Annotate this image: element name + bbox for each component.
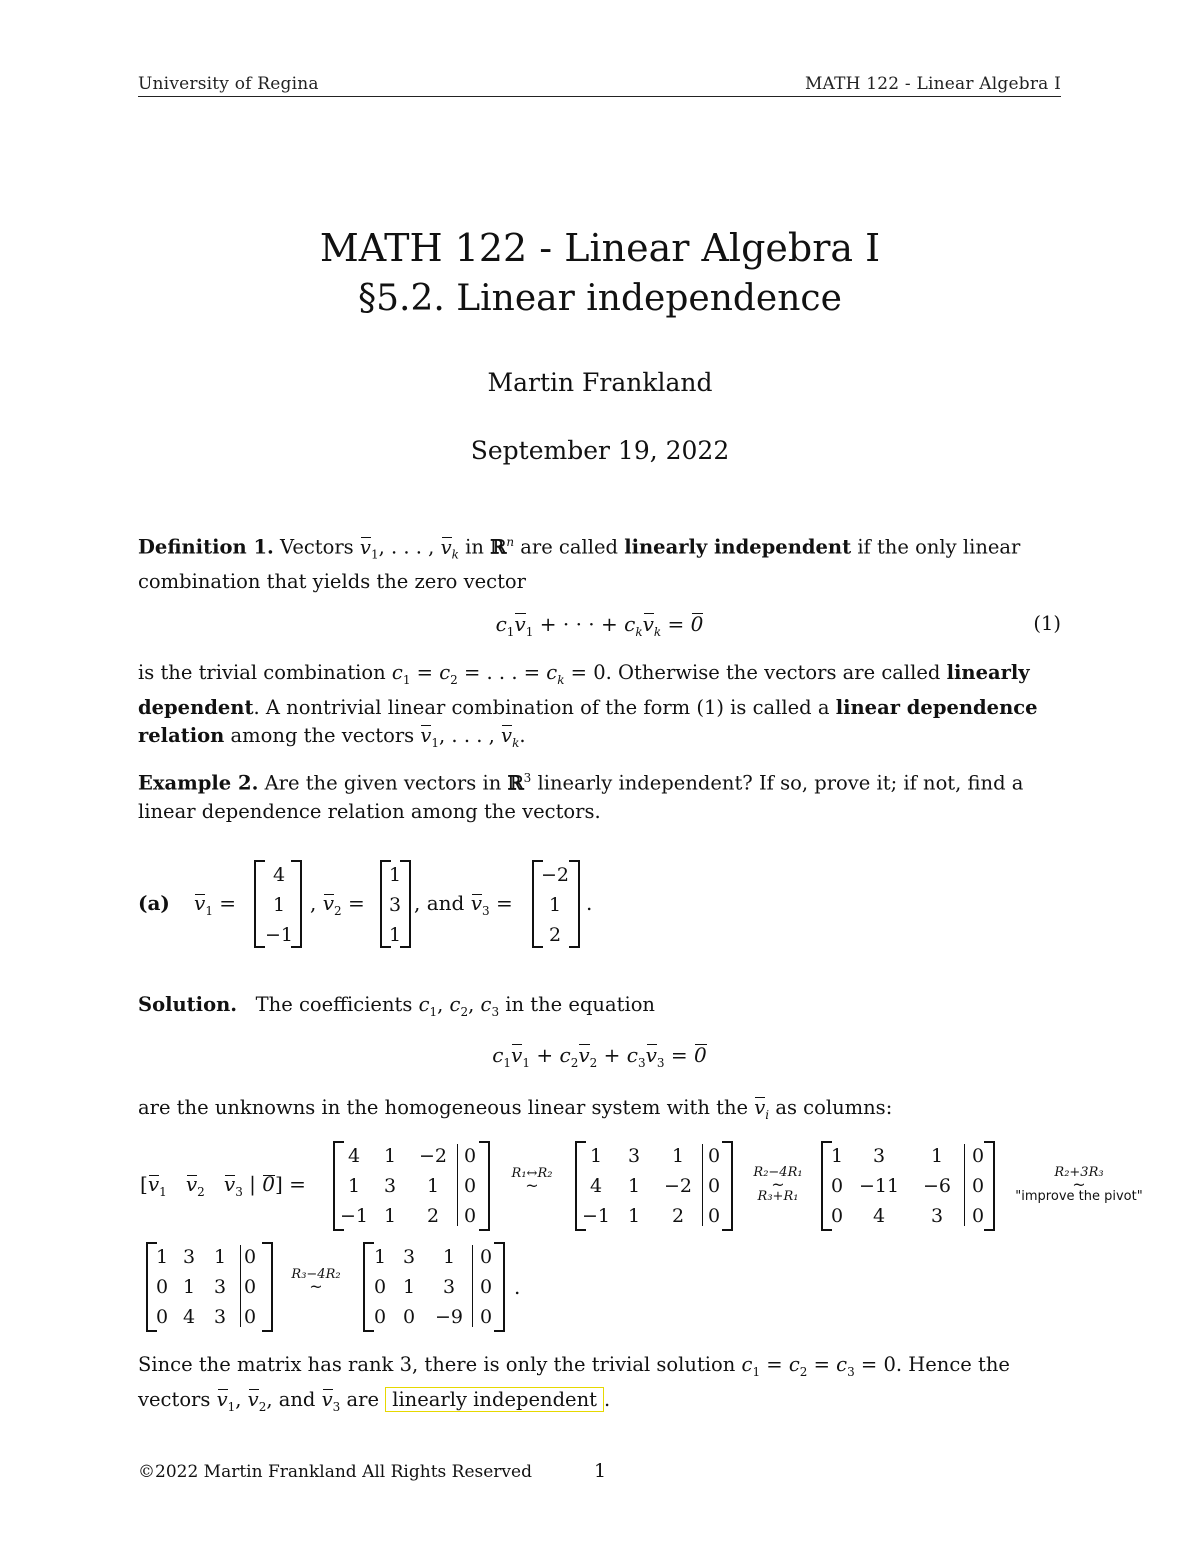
definition-label: Definition 1.: [138, 535, 274, 559]
cell: −2: [540, 864, 569, 886]
bracket-right: [494, 1242, 505, 1332]
matrix-3: [826, 1141, 992, 1231]
cell: 0: [479, 1306, 493, 1328]
cell: 4: [272, 864, 286, 886]
text: , and: [266, 1387, 316, 1411]
document-title: MATH 122 - Linear Algebra I: [319, 226, 881, 270]
cell: −11: [858, 1175, 900, 1197]
cell: −9: [434, 1306, 463, 1328]
cell: 3: [383, 1175, 397, 1197]
cell: 0: [707, 1175, 721, 1197]
cell: 0: [479, 1246, 493, 1268]
text: if the only linear combination that yields the zero vector: [138, 535, 1021, 594]
definition-continuation: is the trivial combination $c_1 = c_2$ = . . . = $c_k = 0$. Otherwise the vectors are called linearly dependent. A nontrivial linear combination of the form (1) is called a linear dependence relation among the vectors $v_1$, . . . , $v_k$.: [138, 661, 1038, 750]
cell: 0: [373, 1276, 387, 1298]
solution-equation: $c_1v_1 + c_2v_2 + c_3v_3 = 0$: [492, 1043, 707, 1070]
solution-label: Solution.: [138, 993, 238, 1016]
text: R₃+R₁: [757, 1189, 799, 1204]
cell: 4: [347, 1145, 361, 1167]
cell: 0: [402, 1306, 416, 1328]
cell: 3: [402, 1246, 416, 1268]
cell: 3: [182, 1246, 196, 1268]
cell: 0: [463, 1145, 477, 1167]
cell: 1: [388, 864, 402, 886]
matrix-1: [338, 1141, 484, 1231]
cell: −1: [581, 1205, 610, 1227]
bracket-right: [262, 1242, 273, 1332]
text: vectors: [138, 1387, 211, 1411]
date: September 19, 2022: [470, 436, 730, 465]
augment-bar: [964, 1144, 965, 1226]
cell: 0: [463, 1205, 477, 1227]
v2-label: , $v_2$ =: [310, 891, 365, 918]
augmented-label: [$v_1$ $v_2$ $v_3$ | 0] =: [140, 1172, 306, 1199]
cell: 1: [402, 1276, 416, 1298]
text: R₂−4R₁: [753, 1165, 803, 1180]
text: , and: [414, 891, 465, 915]
example-paragraph: Example 2. Are the given vectors in ℝ$^3$ linearly independent? If so, prove it; if not, find a linear dependence relation among the vectors.: [138, 771, 1024, 823]
cell: 3: [213, 1276, 227, 1298]
cell: 0: [971, 1145, 985, 1167]
cell: 1: [383, 1145, 397, 1167]
bracket-right: [400, 860, 411, 948]
cell: 2: [426, 1205, 440, 1227]
author: Martin Frankland: [487, 368, 713, 397]
example-label: Example 2.: [138, 771, 259, 795]
cell: 0: [155, 1276, 169, 1298]
period: .: [586, 891, 593, 915]
cell: 1: [213, 1246, 227, 1268]
part-label: [138, 891, 170, 915]
text: are the unknowns in the homogeneous linear system with the: [138, 1096, 749, 1119]
cell: −2: [418, 1145, 447, 1167]
text: R₁↔R₂: [511, 1166, 553, 1181]
text: The coefficients: [255, 993, 413, 1016]
row-op-eliminate: R₂−4R₁ ~ R₃+R₁: [753, 1165, 803, 1204]
cell: 0: [463, 1175, 477, 1197]
text: is the trivial combination: [138, 661, 386, 684]
equation-number: (1): [1033, 612, 1061, 635]
footer-copyright: ©2022 Martin Frankland All Rights Reserved: [138, 1462, 532, 1482]
solution-system-text: are the unknowns in the homogeneous linear system with the $v_i$ as columns:: [138, 1096, 893, 1122]
matrix-4: [150, 1242, 264, 1332]
cell: 1: [272, 894, 286, 916]
cell: 3: [388, 894, 402, 916]
text: linearly independent? If so, prove it; if not, find a linear dependence relation among the vectors.: [138, 771, 1024, 823]
cell: 1: [182, 1276, 196, 1298]
row-op-improve-pivot: R₂+3R₃ ~ "improve the pivot": [1015, 1165, 1143, 1204]
cell: 1: [383, 1205, 397, 1227]
cell: −6: [922, 1175, 951, 1197]
vector-v3: [538, 860, 572, 950]
cell: 1: [930, 1145, 944, 1167]
text: are called: [520, 535, 618, 559]
period: .: [514, 1275, 521, 1299]
augment-bar: [240, 1245, 241, 1327]
row-op-swap: R₁↔R₂ ~: [511, 1166, 553, 1195]
header-rule: [138, 96, 1061, 97]
cell: 0: [707, 1205, 721, 1227]
text: .: [604, 1387, 611, 1411]
text: R₃−4R₂: [291, 1267, 341, 1282]
cell: 3: [872, 1145, 886, 1167]
bracket-right: [479, 1141, 490, 1231]
text: "improve the pivot": [1015, 1189, 1143, 1204]
solution-paragraph: Solution. The coefficients $c_1$, $c_2$, $c_3$ in the equation: [138, 993, 655, 1019]
cell: −1: [264, 924, 293, 946]
cell: 1: [627, 1205, 641, 1227]
term-linear-dependence-relation: linear dependence relation: [138, 695, 1038, 747]
term-linearly-independent: linearly independent: [624, 535, 852, 559]
text: as columns:: [775, 1096, 893, 1119]
header-right: MATH 122 - Linear Algebra I: [804, 74, 1061, 94]
cell: 1: [426, 1175, 440, 1197]
term-linearly-dependent: linearly dependent: [138, 661, 1030, 719]
cell: 3: [213, 1306, 227, 1328]
text: in the equation: [505, 993, 655, 1016]
bracket-right: [984, 1141, 995, 1231]
text: (a): [138, 891, 170, 915]
bracket-right: [722, 1141, 733, 1231]
cell: 1: [589, 1145, 603, 1167]
text: Are the given vectors in: [264, 771, 502, 795]
cell: 3: [930, 1205, 944, 1227]
text: in: [465, 535, 484, 559]
cell: 0: [830, 1175, 844, 1197]
cell: −2: [663, 1175, 692, 1197]
text: Since the matrix has rank 3, there is only the trivial solution: [138, 1353, 736, 1376]
conclusion-paragraph: Since the matrix has rank 3, there is only the trivial solution $c_1 = c_2 = c_3 = 0$. Hence the vectors $v_1$, $v_2$, and $v_3$ are linearly independent .: [138, 1353, 1010, 1414]
cell: 2: [548, 924, 562, 946]
answer-box: linearly independent: [385, 1387, 604, 1412]
text: among the vectors: [230, 723, 415, 747]
page-number: 1: [594, 1460, 607, 1482]
cell: 1: [442, 1246, 456, 1268]
cell: 1: [347, 1175, 361, 1197]
cell: 3: [442, 1276, 456, 1298]
cell: 1: [373, 1246, 387, 1268]
cell: 1: [155, 1246, 169, 1268]
cell: 1: [388, 924, 402, 946]
text: . A nontrivial linear combination of the form (1) is called a: [253, 695, 830, 719]
cell: 1: [627, 1175, 641, 1197]
cell: 0: [155, 1306, 169, 1328]
text: are: [346, 1387, 379, 1411]
cell: 0: [971, 1205, 985, 1227]
cell: 4: [182, 1306, 196, 1328]
text: . Otherwise the vectors are called: [605, 661, 941, 684]
text: Vectors: [280, 535, 354, 559]
row-op-eliminate-2: R₃−4R₂ ~: [291, 1267, 341, 1296]
cell: 1: [830, 1145, 844, 1167]
text: R₂+3R₃: [1054, 1165, 1104, 1180]
cell: 0: [243, 1246, 257, 1268]
cell: −1: [339, 1205, 368, 1227]
cell: 4: [589, 1175, 603, 1197]
bracket-right: [291, 860, 302, 948]
equation-1: $c_1v_1$ + · · · + $c_kv_k = 0$: [495, 612, 704, 639]
cell: 0: [971, 1175, 985, 1197]
cell: 0: [243, 1306, 257, 1328]
matrix-2: [580, 1141, 728, 1231]
cell: 3: [627, 1145, 641, 1167]
cell: 0: [373, 1306, 387, 1328]
cell: 0: [707, 1145, 721, 1167]
cell: 1: [548, 894, 562, 916]
augment-bar: [472, 1245, 473, 1327]
text: . Hence the: [895, 1353, 1010, 1376]
cell: 2: [671, 1205, 685, 1227]
definition-paragraph: Definition 1. Vectors $v_1$, . . . , $v_k$ in ℝ$^n$ are called linearly independent if the only linear combination that yields the zero vector: [138, 535, 1021, 594]
cell: 1: [671, 1145, 685, 1167]
section-title: §5.2. Linear independence: [358, 278, 842, 319]
cell: 0: [830, 1205, 844, 1227]
cell: 4: [872, 1205, 886, 1227]
matrix-5: [368, 1242, 500, 1332]
cell: 0: [479, 1276, 493, 1298]
cell: 0: [243, 1276, 257, 1298]
augment-bar: [457, 1144, 458, 1226]
v3-label: , and $v_3$ =: [414, 891, 513, 918]
header-left: University of Regina: [138, 74, 319, 94]
v1-label: $v_1$ =: [194, 891, 237, 918]
bracket-right: [569, 860, 580, 948]
augment-bar: [702, 1144, 703, 1226]
